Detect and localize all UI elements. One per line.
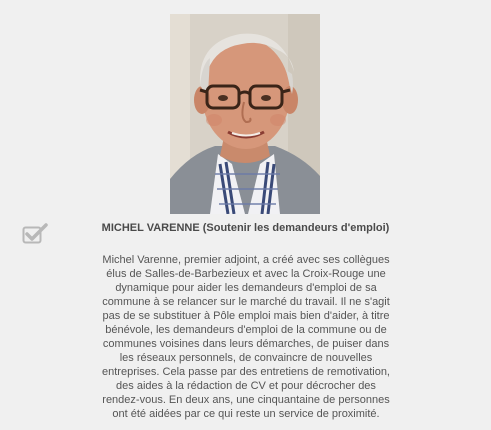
description-line: les réseaux personnels, de convaincre de nouvelles xyxy=(119,352,373,364)
description-line: rendez-vous. En deux ans, une cinquantaine de personnes xyxy=(102,394,390,406)
description-line: bénévole, les demandeurs d'emploi de la commune ou de xyxy=(105,324,387,336)
description-line: communes voisines dans leurs démarches, de puiser dans xyxy=(102,338,390,350)
portrait-illustration xyxy=(170,14,320,214)
description-line: élus de Salles-de-Barbezieux et avec la Croix-Rouge une xyxy=(106,268,386,280)
description-line: Michel Varenne, premier adjoint, a créé avec ses collègues xyxy=(102,254,390,266)
profile-description xyxy=(76,253,416,421)
description-line: entreprises. Cela passe par des entretiens de remotivation, xyxy=(102,366,390,378)
description-line: pas de se substituer à Pôle emploi mais bien d'aider, à titre xyxy=(102,310,390,322)
profile-heading: MICHEL VARENNE (Soutenir les demandeurs d'emploi) xyxy=(101,222,390,234)
description-line: commune à se relancer sur le marché du travail. Il ne s'agit xyxy=(102,296,390,308)
portrait-photo xyxy=(170,14,320,214)
description-line: dynamique pour aider les demandeurs d'emploi de sa xyxy=(115,282,377,294)
description-line: ont été aidées par ce qui reste un service de proximité. xyxy=(112,408,380,420)
description-line: des aides à la rédaction de CV et pour décrocher des xyxy=(116,380,376,392)
